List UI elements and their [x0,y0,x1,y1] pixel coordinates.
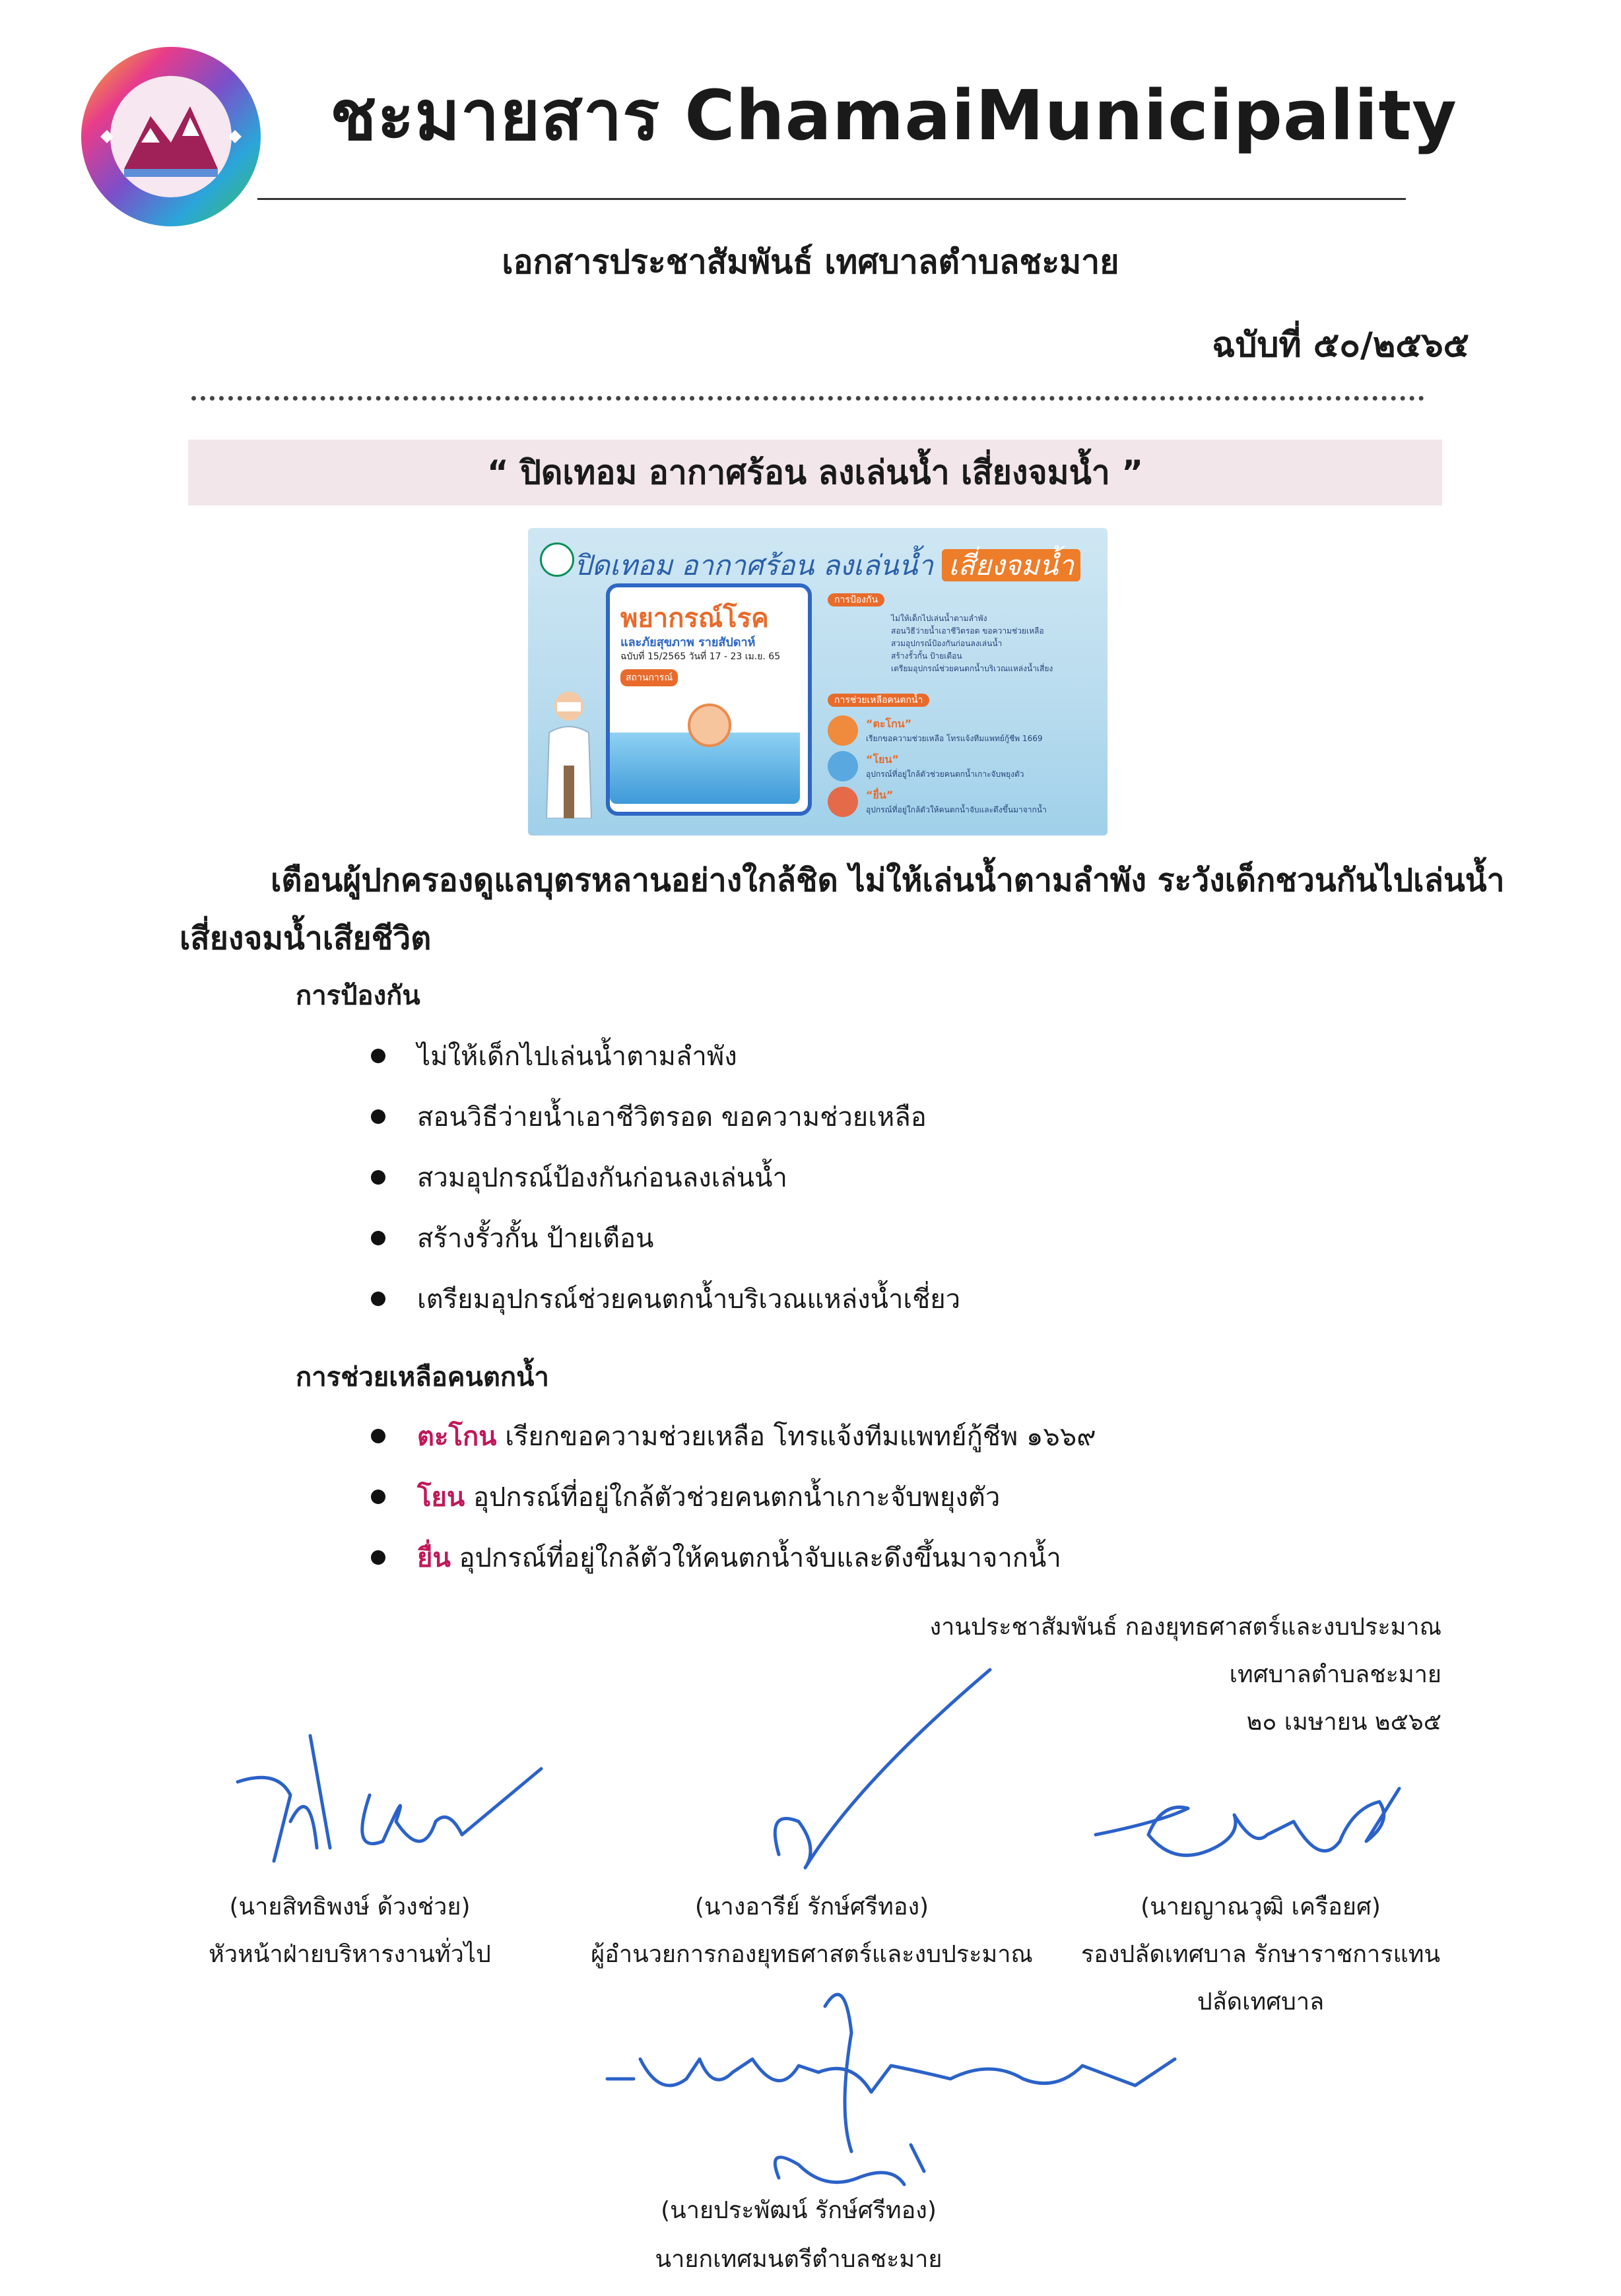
signatory-4-name: (นายประพัฒน์ รักษ์ศรีทอง) [661,2197,937,2224]
poster-prevention-line: สอนวิธีว่ายน้ำเอาชีวิตรอด ขอความช่วยเหลือ [891,626,1044,636]
poster-headline-text: ปิดเทอม อากาศร้อน ลงเล่นน้ำ [574,549,933,581]
poster-help-detail: อุปกรณ์ที่อยู่ใกล้ตัวให้คนตกน้ำจับและดึงขึ้นมาจากน้ำ [866,805,1047,814]
warning-lead-line-2: เสี่ยงจมน้ำเสียชีวิต [180,920,432,957]
signatory-1-name: (นายสิทธิพงษ์ ด้วงช่วย) [229,1893,471,1920]
prevention-item: สร้างรั้วกั้น ป้ายเตือน [374,1217,653,1259]
poster-help-label: “ยื่น” [866,789,894,801]
signature-2-drawing [775,1670,990,1868]
poster-prevention-line: ไม่ให้เด็กไปเล่นน้ำตามลำพัง [891,614,987,623]
issuing-organization: เทศบาลตำบลชะมาย [1229,1661,1441,1688]
help-keyword: ยื่น [417,1543,451,1573]
signature-1-drawing [238,1736,541,1861]
poster-prevention-pill: การป้องกัน [828,593,884,607]
signatory-3-name: (นายญาณวุฒิ เครือยศ) [1141,1893,1381,1920]
issuing-department: งานประชาสัมพันธ์ กองยุทธศาสตร์และงบประมาณ [929,1614,1441,1641]
prevention-item: สอนวิธีว่ายน้ำเอาชีวิตรอด ขอความช่วยเหลือ [374,1096,927,1138]
warning-lead-line-1: เตือนผู้ปกครองดูแลบุตรหลานอย่างใกล้ชิด ไม่ให้เล่นน้ำตามลำพัง ระวังเด็กชวนกันไปเล่นน้ำ [271,862,1505,899]
poster-headline-highlight: เสี่ยงจมน้ำ [942,549,1080,581]
poster-card-status: สถานการณ์ [620,669,678,686]
signatory-3-position: รองปลัดเทศบาล รักษาราชการแทน [1080,1941,1441,1968]
signatory-1-position: หัวหน้าฝ่ายบริหารงานทั่วไป [209,1941,491,1968]
help-heading: การช่วยเหลือคนตกน้ำ [296,1362,549,1393]
help-item: ยื่น อุปกรณ์ที่อยู่ใกล้ตัวให้คนตกน้ำจับและดึงขึ้นมาจากน้ำ [374,1536,1061,1579]
signatory-2-name: (นางอารีย์ รักษ์ศรีทอง) [694,1893,929,1920]
prevention-item: เตรียมอุปกรณ์ช่วยคนตกน้ำบริเวณแหล่งน้ำเชี่ยว [374,1278,960,1320]
poster-prevention-line: เตรียมอุปกรณ์ช่วยคนตกน้ำบริเวณแหล่งน้ำเสี่ยง [891,664,1053,673]
issue-date: ๒๐ เมษายน ๒๕๖๕ [1246,1709,1441,1736]
poster-help-detail: เรียกขอความช่วยเหลือ โทรแจ้งทีมแพทย์กู้ชีพ 1669 [866,734,1043,743]
prevention-heading: การป้องกัน [296,981,420,1011]
issue-number: ฉบับที่ ๕๐/๒๕๖๕ [1212,325,1469,365]
signatory-4-position: นายกเทศมนตรีตำบลชะมาย [655,2246,943,2273]
help-keyword: ตะโกน [417,1422,497,1452]
poster-help-detail: อุปกรณ์ที่อยู่ใกล้ตัวช่วยคนตกน้ำเกาะจับพยุงตัว [866,770,1024,779]
publication-title: ชะมายสาร ChamaiMunicipality [330,75,1457,156]
poster-card-issue: ฉบับที่ 15/2565 วันที่ 17 - 23 เม.ย. 65 [620,651,781,662]
headline-banner-text: “ ปิดเทอม อากาศร้อน ลงเล่นน้ำ เสี่ยงจมน้ำ ” [486,453,1144,492]
publication-subtitle: เอกสารประชาสัมพันธ์ เทศบาลตำบลชะมาย [502,243,1119,281]
prevention-item: ไม่ให้เด็กไปเล่นน้ำตามลำพัง [374,1035,737,1077]
poster-help-pill: การช่วยเหลือคนตกน้ำ [828,694,929,707]
poster-help-label: “ตะโกน” [866,717,912,730]
signature-4-drawing [607,1994,1175,2184]
poster-prevention-line: สวมอุปกรณ์ป้องกันก่อนลงเล่นน้ำ [891,639,1003,648]
poster-help-label: “โยน” [866,753,899,766]
help-keyword: โยน [417,1482,465,1513]
signature-3-drawing [1096,1788,1399,1855]
prevention-item: สวมอุปกรณ์ป้องกันก่อนลงเล่นน้ำ [374,1156,787,1198]
poster-card-subtitle: และภัยสุขภาพ รายสัปดาห์ [620,636,756,649]
signatory-3-position-2: ปลัดเทศบาล [1197,1988,1325,2016]
poster-card-title: พยากรณ์โรค [620,603,769,634]
signatory-2-position: ผู้อำนวยการกองยุทธศาสตร์และงบประมาณ [591,1941,1033,1968]
poster-prevention-line: สร้างรั้วกั้น ป้ายเตือน [891,651,962,661]
help-item: ตะโกน เรียกขอความช่วยเหลือ โทรแจ้งทีมแพทย์กู้ชีพ ๑๖๖๙ [374,1415,1096,1457]
help-item: โยน อุปกรณ์ที่อยู่ใกล้ตัวช่วยคนตกน้ำเกาะจับพยุงตัว [374,1476,1000,1518]
